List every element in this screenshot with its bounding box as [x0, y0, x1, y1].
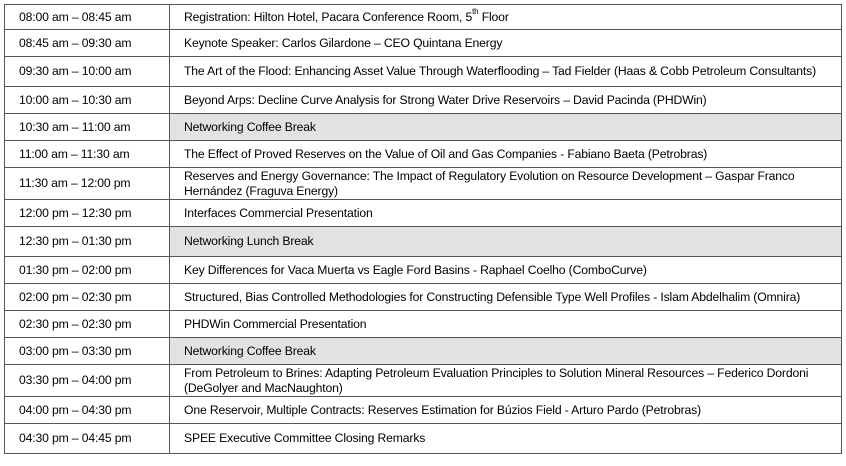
agenda-time: 04:00 pm – 04:30 pm: [5, 397, 170, 424]
agenda-table: [4, 4, 842, 454]
agenda-session: Keynote Speaker: Carlos Gilardone – CEO Quintana Energy: [170, 30, 842, 57]
agenda-session: Reserves and Energy Governance: The Impact of Regulatory Evolution on Resource Development – Gaspar Franco Hernández (Fraguva Energy): [170, 168, 842, 200]
agenda-row: [5, 365, 842, 397]
agenda-time: 11:30 am – 12:00 pm: [5, 168, 170, 200]
ordinal-superscript: th: [472, 7, 479, 17]
agenda-session: PHDWin Commercial Presentation: [170, 311, 842, 338]
agenda-row: [5, 311, 842, 338]
agenda-break-label: Networking Coffee Break: [170, 114, 842, 141]
agenda-time: 01:30 pm – 02:00 pm: [5, 257, 170, 284]
agenda-time: 11:00 am – 11:30 am: [5, 141, 170, 168]
agenda-session: One Reservoir, Multiple Contracts: Reserves Estimation for Búzios Field - Arturo Pardo (Petrobras): [170, 397, 842, 424]
agenda-time: 08:00 am – 08:45 am: [5, 5, 170, 30]
agenda-break-label: Networking Coffee Break: [170, 338, 842, 365]
agenda-time: 09:30 am – 10:00 am: [5, 57, 170, 87]
agenda-row: [5, 141, 842, 168]
agenda-session: Beyond Arps: Decline Curve Analysis for Strong Water Drive Reservoirs – David Pacinda (PHDWin): [170, 87, 842, 114]
agenda-row: [5, 424, 842, 454]
agenda-row: [5, 168, 842, 200]
agenda-session: The Effect of Proved Reserves on the Value of Oil and Gas Companies - Fabiano Baeta (Petrobras): [170, 141, 842, 168]
agenda-session-text-suffix: Floor: [478, 9, 509, 24]
agenda-time: 10:00 am – 10:30 am: [5, 87, 170, 114]
agenda-time: 03:30 pm – 04:00 pm: [5, 365, 170, 397]
agenda-row: [5, 257, 842, 284]
agenda-row: [5, 5, 842, 30]
agenda-row-break: [5, 114, 842, 141]
agenda-time: 12:30 pm – 01:30 pm: [5, 227, 170, 257]
agenda-time: 08:45 am – 09:30 am: [5, 30, 170, 57]
agenda-row: [5, 284, 842, 311]
agenda-session: Key Differences for Vaca Muerta vs Eagle Ford Basins - Raphael Coelho (ComboCurve): [170, 257, 842, 284]
agenda-body: [5, 5, 842, 454]
agenda-session: The Art of the Flood: Enhancing Asset Value Through Waterflooding – Tad Fielder (Haas & Cobb Petroleum Consultants): [170, 57, 842, 87]
agenda-session: Interfaces Commercial Presentation: [170, 200, 842, 227]
agenda-session: Structured, Bias Controlled Methodologies for Constructing Defensible Type Well Profiles - Islam Abdelhalim (Omnira): [170, 284, 842, 311]
agenda-row-break: [5, 338, 842, 365]
agenda-time: 12:00 pm – 12:30 pm: [5, 200, 170, 227]
agenda-row: [5, 397, 842, 424]
agenda-break-label: Networking Lunch Break: [170, 227, 842, 257]
agenda-session: [170, 5, 842, 30]
agenda-session: From Petroleum to Brines: Adapting Petroleum Evaluation Principles to Solution Mineral Resources – Federico Dordoni (DeGolyer and MacNaughton): [170, 365, 842, 397]
agenda-row-break: [5, 227, 842, 257]
agenda-session-text: Registration: Hilton Hotel, Pacara Conference Room, 5: [184, 9, 473, 24]
agenda-row: [5, 30, 842, 57]
agenda-row: [5, 57, 842, 87]
agenda-session: SPEE Executive Committee Closing Remarks: [170, 424, 842, 454]
agenda-row: [5, 87, 842, 114]
agenda-time: 02:00 pm – 02:30 pm: [5, 284, 170, 311]
agenda-time: 02:30 pm – 02:30 pm: [5, 311, 170, 338]
agenda-time: 03:00 pm – 03:30 pm: [5, 338, 170, 365]
agenda-row: [5, 200, 842, 227]
agenda-time: 04:30 pm – 04:45 pm: [5, 424, 170, 454]
agenda-time: 10:30 am – 11:00 am: [5, 114, 170, 141]
